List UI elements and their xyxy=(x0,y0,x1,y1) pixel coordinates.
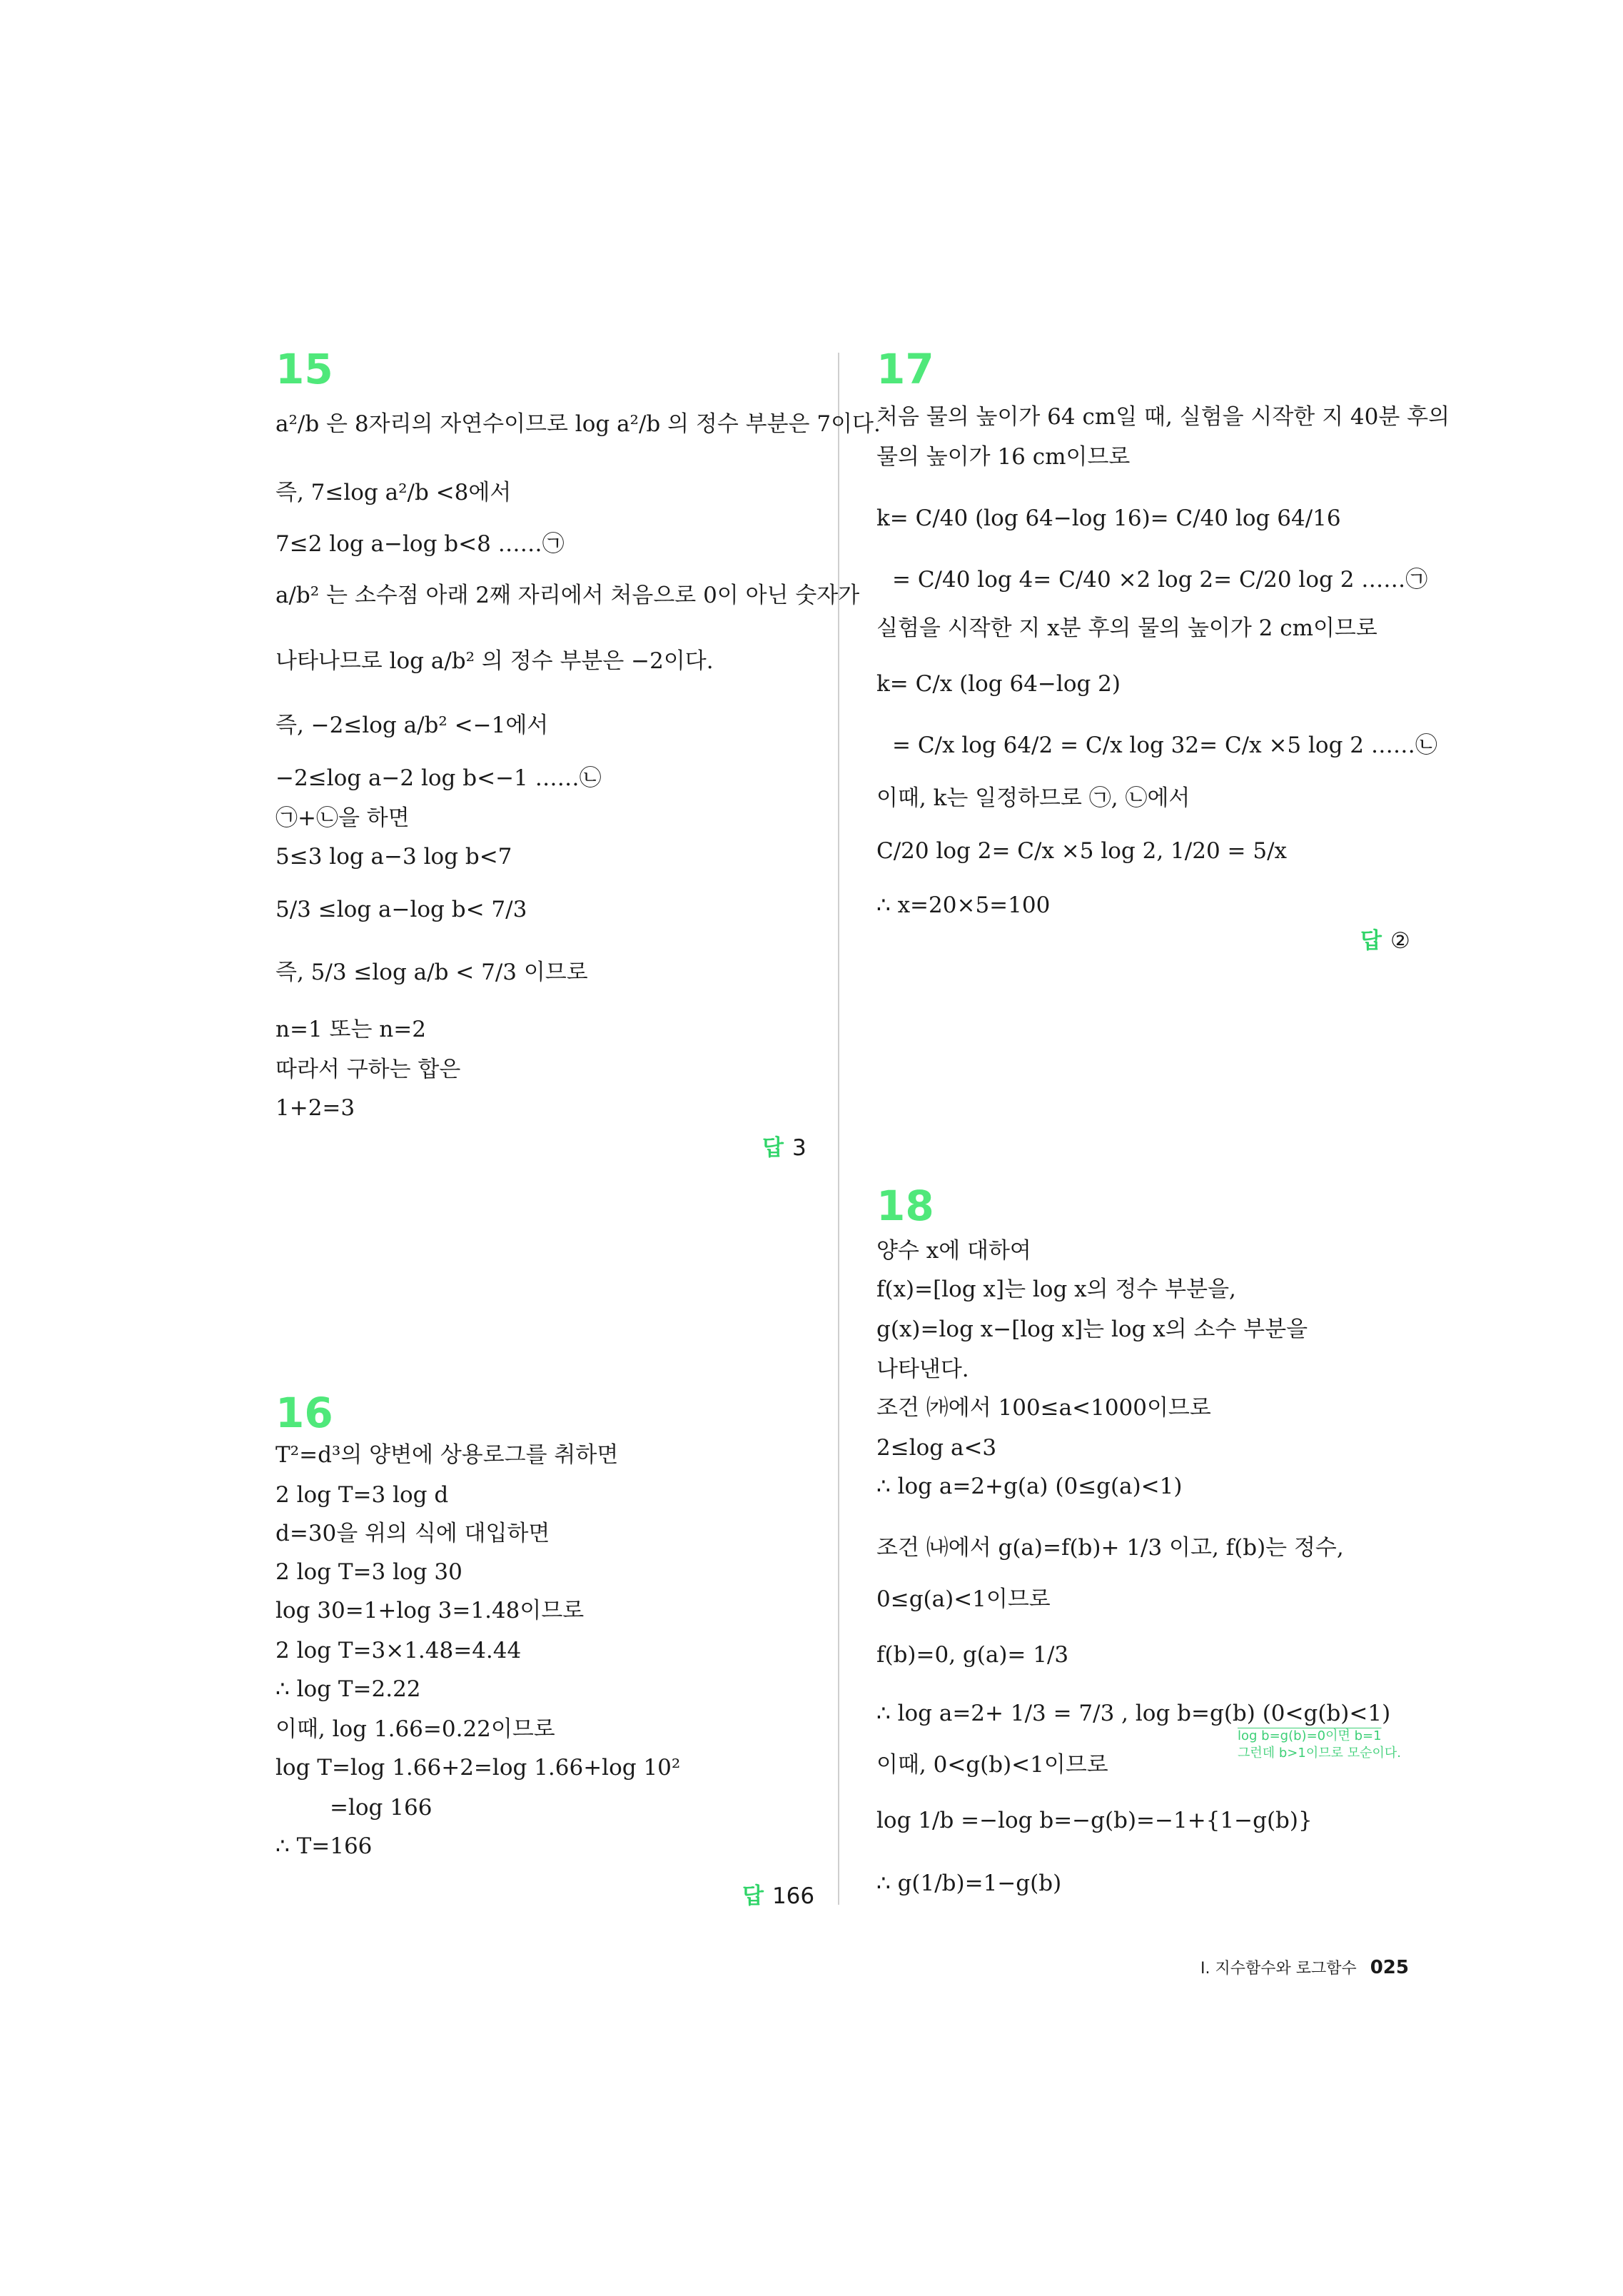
solution-line: 나타낸다. xyxy=(876,1356,969,1382)
solution-line: −2≤log a−2 log b<−1 ……㉡ xyxy=(275,765,602,791)
solution-line: 이때, log 1.66=0.22이므로 xyxy=(275,1716,555,1742)
solution-line: ∴ log a=2+g(a) (0≤g(a)<1) xyxy=(876,1474,1183,1499)
solution-line: 이때, k는 일정하므로 ㉠, ㉡에서 xyxy=(876,785,1190,811)
solution-line: = C/40 log 4= C/40 ×2 log 2= C/20 log 2 ……㉠ xyxy=(892,567,1428,593)
solution-line: 양수 x에 대하여 xyxy=(876,1238,1031,1264)
solution-line: 2 log T=3 log 30 xyxy=(275,1559,462,1585)
solution-line: ∴ x=20×5=100 xyxy=(876,892,1051,918)
solution-line: = C/x log 64/2 = C/x log 32= C/x ×5 log 2 ……㉡ xyxy=(892,732,1437,758)
answer-label: 답 xyxy=(762,1135,784,1161)
solution-line: ∴ log T=2.22 xyxy=(275,1676,421,1702)
solution-line: 조건 ㈎에서 100≤a<1000이므로 xyxy=(876,1395,1211,1421)
solution-line: n=1 또는 n=2 xyxy=(275,1017,426,1042)
solution-line: f(x)=[log x]는 log x의 정수 부분을, xyxy=(876,1277,1236,1302)
solution-line: log 30=1+log 3=1.48이므로 xyxy=(275,1598,585,1623)
solution-line: ∴ T=166 xyxy=(275,1833,373,1859)
solution-line: log T=log 1.66+2=log 1.66+log 10² xyxy=(275,1755,681,1781)
solution-line: ㉠+㉡을 하면 xyxy=(275,805,410,831)
solution-line: 2 log T=3 log d xyxy=(275,1482,449,1508)
solution-line: C/20 log 2= C/x ×5 log 2, 1/20 = 5/x xyxy=(876,838,1287,864)
solution-line: 실험을 시작한 지 x분 후의 물의 높이가 2 cm이므로 xyxy=(876,615,1377,641)
solution-line: 2≤log a<3 xyxy=(876,1435,997,1461)
solution-line: 1+2=3 xyxy=(275,1095,355,1121)
problem-16-number: 16 xyxy=(275,1389,333,1437)
answer-value: 166 xyxy=(772,1883,815,1909)
solution-line: a²/b 은 8자리의 자연수이므로 log a²/b 의 정수 부분은 7이다. xyxy=(275,411,881,437)
solution-line: =log 166 xyxy=(330,1795,433,1821)
side-note xyxy=(1238,1728,1401,1762)
solution-line: 나타나므로 log a/b² 의 정수 부분은 −2이다. xyxy=(275,648,714,674)
problem-15-answer xyxy=(762,1132,807,1164)
solution-line: 즉, 5/3 ≤log a/b < 7/3 이므로 xyxy=(275,960,588,985)
solution-line: 즉, −2≤log a/b² <−1에서 xyxy=(275,713,549,738)
solution-line: g(x)=log x−[log x]는 log x의 소수 부분을 xyxy=(876,1316,1308,1342)
solution-line: f(b)=0, g(a)= 1/3 xyxy=(876,1642,1069,1668)
problem-15-number: 15 xyxy=(275,345,333,393)
solution-line: a/b² 는 소수점 아래 2째 자리에서 처음으로 0이 아닌 숫자가 xyxy=(275,583,860,608)
solution-line: 즉, 7≤log a²/b <8에서 xyxy=(275,480,512,505)
solution-line: 이때, 0<g(b)<1이므로 xyxy=(876,1752,1108,1778)
solution-line: 처음 물의 높이가 64 cm일 때, 실험을 시작한 지 40분 후의 xyxy=(876,404,1450,430)
answer-label: 답 xyxy=(1360,928,1382,954)
problem-18-number: 18 xyxy=(876,1182,934,1230)
solution-line: d=30을 위의 식에 대입하면 xyxy=(275,1521,550,1546)
solution-line: ∴ g(1/b)=1−g(b) xyxy=(876,1870,1062,1896)
solution-line: 물의 높이가 16 cm이므로 xyxy=(876,444,1131,470)
page-footer xyxy=(1200,1956,1409,1978)
page-number: 025 xyxy=(1370,1957,1409,1978)
solution-line: k= C/40 (log 64−log 16)= C/40 log 64/16 xyxy=(876,505,1341,531)
solution-line: 따라서 구하는 합은 xyxy=(275,1057,461,1082)
solution-line: 2 log T=3×1.48=4.44 xyxy=(275,1638,522,1663)
solution-line: 조건 ㈏에서 g(a)=f(b)+ 1/3 이고, f(b)는 정수, xyxy=(876,1535,1344,1561)
solution-line: log 1/b =−log b=−g(b)=−1+{1−g(b)} xyxy=(876,1808,1313,1833)
chapter-title: Ⅰ. 지수함수와 로그함수 xyxy=(1200,1960,1357,1978)
solution-line: T²=d³의 양변에 상용로그를 취하면 xyxy=(275,1442,619,1468)
side-note-line: log b=g(b)=0이면 b=1 xyxy=(1238,1728,1382,1743)
solution-line: 5/3 ≤log a−log b< 7/3 xyxy=(275,897,527,922)
solution-line: 0≤g(a)<1이므로 xyxy=(876,1586,1051,1612)
solution-line: 5≤3 log a−3 log b<7 xyxy=(275,844,512,870)
solution-line: ∴ log a=2+ 1/3 = 7/3 , log b=g(b) (0<g(b)<1) xyxy=(876,1701,1391,1726)
answer-label: 답 xyxy=(742,1883,764,1909)
solution-line: 7≤2 log a−log b<8 ……㉠ xyxy=(275,531,565,557)
problem-16-answer xyxy=(742,1880,814,1912)
answer-value: ② xyxy=(1390,928,1410,954)
solution-line: k= C/x (log 64−log 2) xyxy=(876,671,1121,697)
side-note-line: 그런데 b>1이므로 모순이다. xyxy=(1238,1746,1402,1761)
problem-17-answer xyxy=(1360,925,1410,957)
problem-17-number: 17 xyxy=(876,345,934,393)
answer-value: 3 xyxy=(792,1135,807,1161)
